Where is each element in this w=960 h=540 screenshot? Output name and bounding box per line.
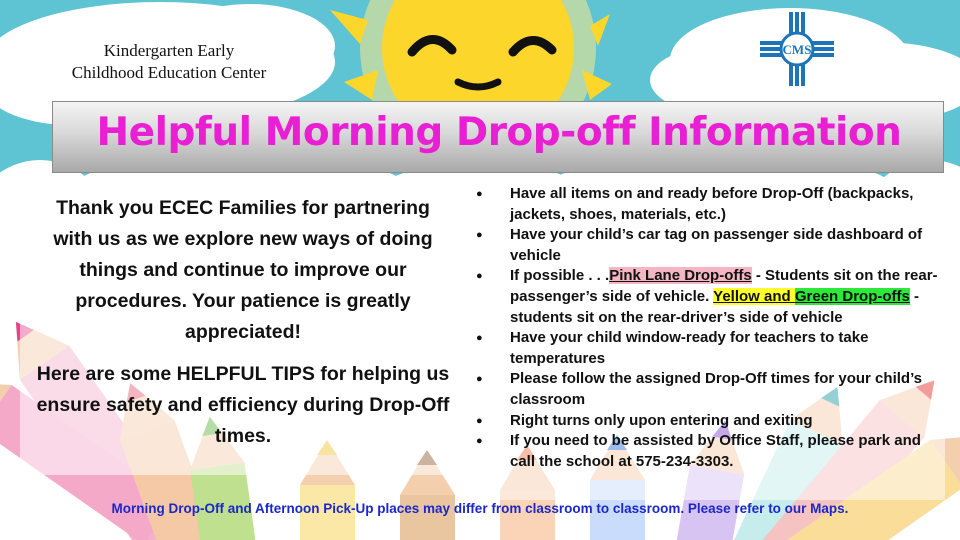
list-item [472,266,942,328]
tips-intro-paragraph: Here are some HELPFUL TIPS for helping us ensure safety and efficiency during Drop-Off times. [36,363,450,447]
school-name [40,40,298,84]
tip-text: Right turns only upon entering and exiting [510,411,813,429]
tip-text: - Students sit on the rear-passenger’s side of vehicle. [510,267,938,305]
tip-text: Have all items on and ready before Drop-Off (backpacks, jackets, shoes, materials, etc.) [510,185,914,223]
tips-list [472,184,942,472]
list-item [472,225,942,266]
yellow-lane-label: Yellow and [713,287,795,305]
list-item [472,328,942,369]
green-lane-label: Green Drop-offs [794,287,910,305]
footer-note: Morning Drop-Off and Afternoon Pick-Up places may differ from classroom to classroom. Please refer to our Maps. [111,501,849,516]
list-item [472,431,942,472]
tip-text: Have your child window-ready for teachers to take temperatures [510,329,869,367]
page-title: Helpful Morning Drop-off Information [96,110,902,155]
school-name-line1: Kindergarten Early [103,41,235,60]
pink-lane-label: Pink Lane Drop-offs [609,267,752,285]
list-item [472,411,942,432]
tip-text: Have your child’s car tag on passenger side dashboard of vehicle [510,226,923,264]
list-item [472,369,942,410]
school-name-line2: Childhood Education Center [71,63,267,82]
intro-text [34,193,452,452]
tip-text: If possible . . . [510,267,610,285]
tip-text: If you need to be assisted by Office Staff, please park and call the school at 575-234-3303. [510,432,921,470]
tip-text: Please follow the assigned Drop-Off times for your child’s classroom [510,370,923,408]
list-item [472,184,942,225]
zia-sun-logo-icon [760,12,834,86]
title-banner [52,101,944,173]
logo-text: CMS [782,42,812,57]
tip-text: - students sit on the rear-driver’s side of vehicle [510,287,920,326]
thanks-paragraph: Thank you ECEC Families for partnering with us as we explore new ways of doing things and continue to improve our procedures. Your patience is greatly appreciated! [53,197,433,343]
